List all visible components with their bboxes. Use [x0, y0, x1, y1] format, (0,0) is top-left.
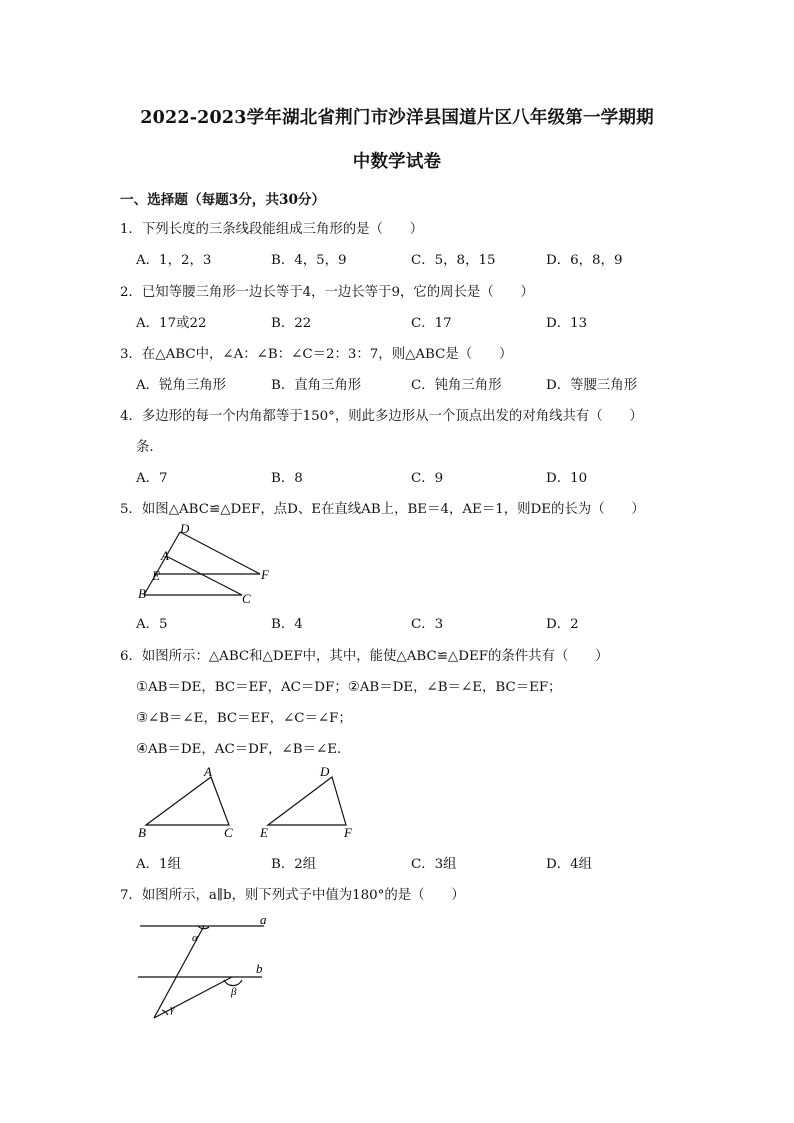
q6-label-a: A	[204, 764, 212, 779]
q6-label-d: D	[320, 764, 330, 779]
question-2-stem: 2．已知等腰三角形一边长等于4，一边长等于9，它的周长是（ ）	[120, 285, 534, 300]
q1-option-c: C．5，8，15	[411, 253, 496, 268]
q3-option-a: A．锐角三角形	[136, 378, 227, 393]
question-4-stem: 4．多边形的每一个内角都等于150°，则此多边形从一个顶点出发的对角线共有（ ）	[120, 409, 643, 424]
q4-option-c: C．9	[411, 471, 444, 486]
q2-option-c: C．17	[411, 316, 452, 331]
page-title-line1: 2022-2023学年湖北省荆门市沙洋县国道片区八年级第一学期期	[140, 108, 654, 128]
question-6-stem: 6．如图所示：△ABC和△DEF中，其中，能使△ABC≌△DEF的条件共有（ ）	[120, 649, 609, 664]
q6-figure	[132, 762, 372, 844]
q6-condition-3: ③∠B＝∠E，BC＝EF，∠C＝∠F；	[136, 711, 352, 726]
q1-option-b: B．4，5，9	[271, 253, 347, 268]
q5-label-a: A	[161, 548, 169, 563]
q5-label-f: F	[261, 567, 269, 582]
q1-option-d: D．6，8，9	[546, 253, 623, 268]
q6-label-b: B	[138, 825, 146, 840]
q6-option-a: A．1组	[136, 857, 181, 872]
q4-option-d: D．10	[546, 471, 588, 486]
q7-label-beta: β	[231, 986, 237, 998]
q6-label-f: F	[344, 825, 352, 840]
q5-option-b: B．4	[271, 617, 303, 632]
question-7-stem: 7．如图所示，a∥b，则下列式子中值为180°的是（ ）	[120, 888, 465, 903]
q6-option-d: D．4组	[546, 857, 593, 872]
q7-label-gamma: γ	[170, 1003, 175, 1015]
q4-option-b: B．8	[271, 471, 303, 486]
q6-option-c: C．3组	[411, 857, 457, 872]
q6-condition-1-2: ①AB＝DE，BC＝EF，AC＝DF；②AB＝DE，∠B＝∠E，BC＝EF；	[136, 680, 562, 695]
question-3-stem: 3．在△ABC中，∠A：∠B：∠C＝2：3：7，则△ABC是（ ）	[120, 347, 513, 362]
q5-label-e: E	[152, 568, 160, 583]
q6-condition-4: ④AB＝DE，AC＝DF，∠B＝∠E．	[136, 742, 351, 757]
question-4-stem-continued: 条．	[136, 440, 163, 455]
q6-label-c: C	[224, 825, 233, 840]
q7-label-alpha: α	[192, 932, 198, 944]
q7-label-a: a	[260, 912, 267, 927]
q5-label-c: C	[242, 591, 251, 606]
section-heading: 一、选择题（每题3分，共30分）	[120, 192, 326, 208]
q5-figure	[130, 518, 290, 610]
question-5-stem: 5．如图△ABC≌△DEF，点D、E在直线AB上，BE＝4，AE＝1，则DE的长为（ ）	[120, 502, 645, 517]
q5-option-c: C．3	[411, 617, 444, 632]
q7-figure	[132, 908, 282, 1026]
q5-option-a: A．5	[136, 617, 168, 632]
q2-option-a: A．17或22	[136, 316, 207, 331]
q2-option-b: B．22	[271, 316, 312, 331]
page-title-line2: 中数学试卷	[352, 152, 442, 172]
q1-option-a: A．1，2，3	[136, 253, 212, 268]
q3-option-d: D．等腰三角形	[546, 378, 638, 393]
q3-option-b: B．直角三角形	[271, 378, 362, 393]
q3-option-c: C．钝角三角形	[411, 378, 502, 393]
q5-label-b: B	[138, 586, 146, 601]
q5-label-d: D	[180, 521, 190, 536]
q4-option-a: A．7	[136, 471, 168, 486]
q6-label-e: E	[260, 825, 268, 840]
question-1-stem: 1．下列长度的三条线段能组成三角形的是（ ）	[120, 222, 424, 237]
q5-option-d: D．2	[546, 617, 579, 632]
q2-option-d: D．13	[546, 316, 588, 331]
q6-option-b: B．2组	[271, 857, 317, 872]
q7-label-b: b	[256, 961, 263, 976]
